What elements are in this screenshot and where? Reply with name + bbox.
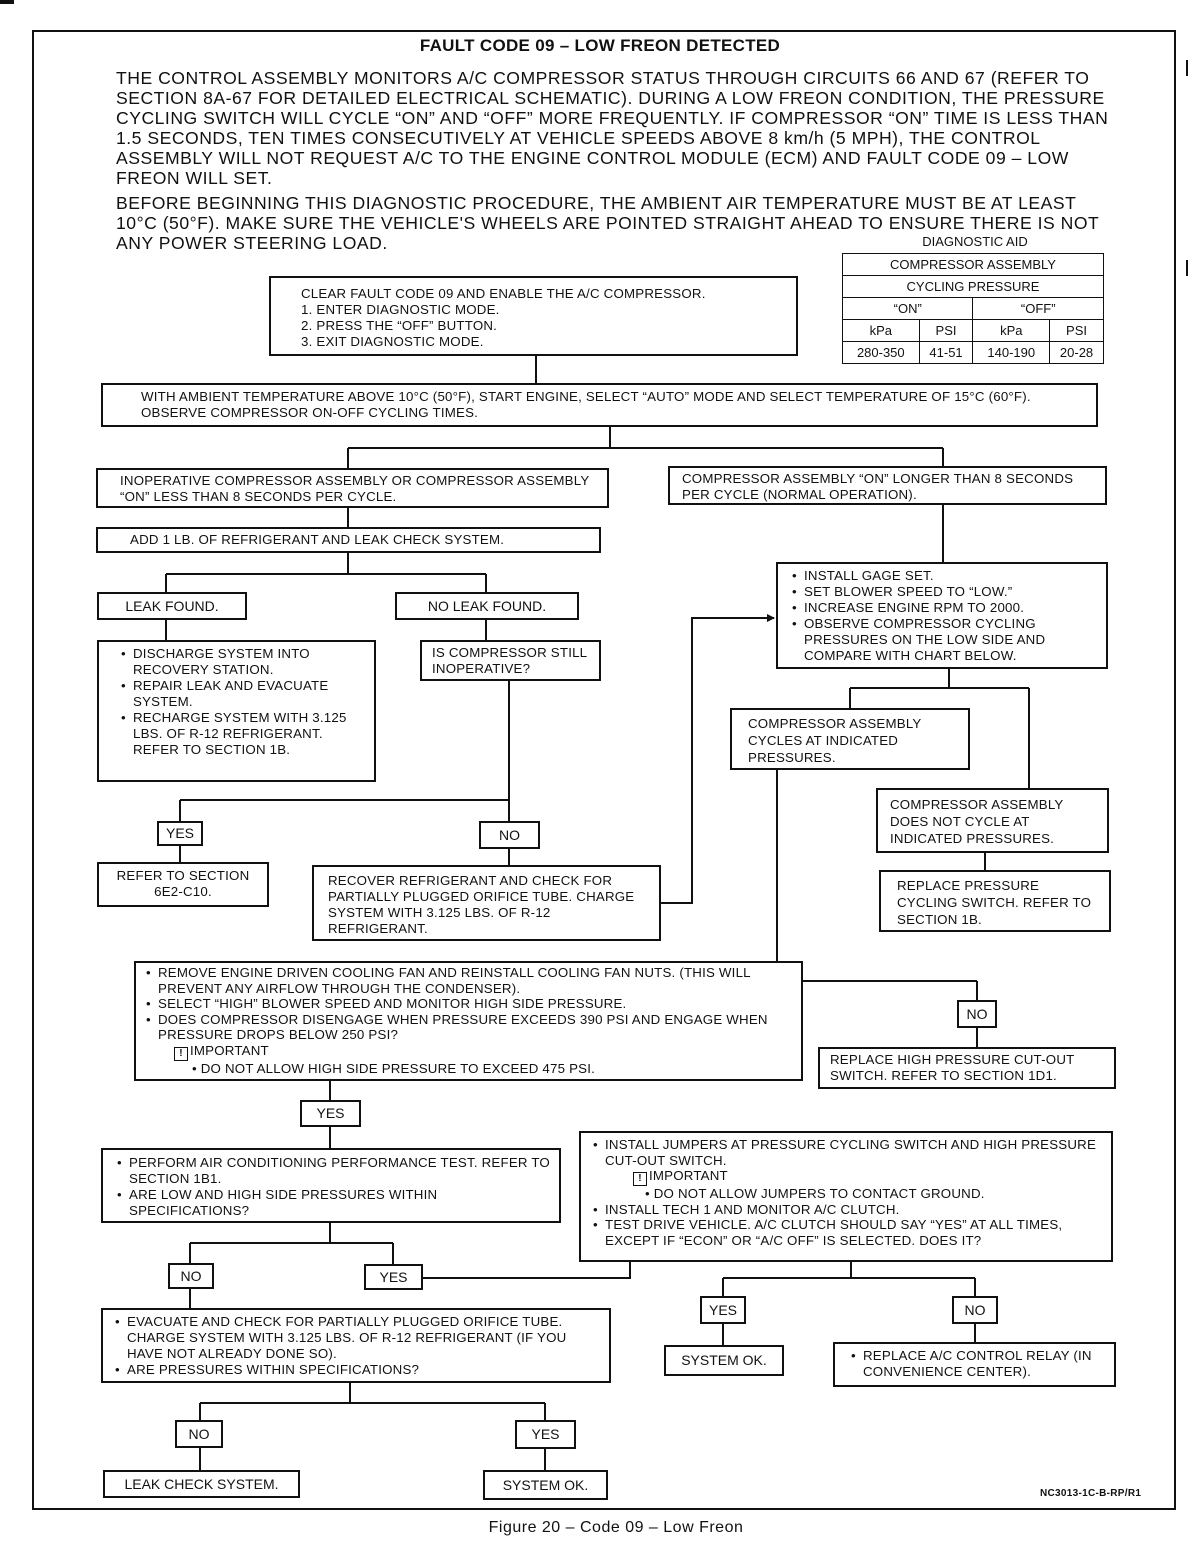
ambient-temperature-step bbox=[101, 383, 1098, 427]
no-label: NO bbox=[175, 1420, 223, 1448]
table-cell-value: 140-190 bbox=[973, 342, 1050, 364]
step-item: • ARE LOW AND HIGH SIDE PRESSURES WITHIN SPECIFICATIONS? bbox=[117, 1187, 551, 1219]
replace-cycling-switch-step bbox=[879, 870, 1111, 932]
yes-label: YES bbox=[515, 1420, 576, 1449]
important-text: DO NOT ALLOW JUMPERS TO CONTACT GROUND. bbox=[653, 1186, 985, 1201]
step-item: • INSTALL TECH 1 AND MONITOR A/C CLUTCH. bbox=[593, 1202, 1103, 1218]
normal-operation-step bbox=[668, 466, 1107, 505]
refer-section-result bbox=[97, 862, 269, 907]
step-text: IS COMPRESSOR STILL INOPERATIVE? bbox=[432, 645, 587, 676]
step-text: COMPRESSOR ASSEMBLY “ON” LONGER THAN 8 SECONDS PER CYCLE (NORMAL OPERATION). bbox=[682, 471, 1074, 502]
step-text: ADD 1 LB. OF REFRIGERANT AND LEAK CHECK SYSTEM. bbox=[130, 532, 505, 547]
step-item: • INSTALL JUMPERS AT PRESSURE CYCLING SWITCH AND HIGH PRESSURE CUT-OUT SWITCH. bbox=[593, 1137, 1103, 1168]
page-title: FAULT CODE 09 – LOW FREON DETECTED bbox=[419, 36, 781, 55]
does-not-cycle-result bbox=[876, 788, 1109, 853]
table-cell-value: 20-28 bbox=[1050, 342, 1104, 364]
yes-label: YES bbox=[700, 1296, 746, 1324]
recover-refrigerant-step bbox=[312, 865, 661, 941]
step-list bbox=[792, 568, 1098, 664]
discharge-system-step bbox=[97, 640, 376, 782]
step-item: • SET BLOWER SPEED TO “LOW.” bbox=[792, 584, 1098, 600]
install-gage-step bbox=[776, 562, 1108, 669]
step-item: • ARE PRESSURES WITHIN SPECIFICATIONS? bbox=[115, 1362, 601, 1378]
table-cell-unit: kPa bbox=[973, 320, 1050, 342]
performance-test-step bbox=[101, 1148, 561, 1223]
step-item: • RECHARGE SYSTEM WITH 3.125 LBS. OF R-12 REFRIGERANT. REFER TO SECTION 1B. bbox=[121, 710, 366, 758]
replace-cutout-switch-step bbox=[818, 1047, 1116, 1089]
step-item: • INSTALL GAGE SET. bbox=[792, 568, 1098, 584]
step-list bbox=[851, 1348, 1106, 1380]
no-label: NO bbox=[479, 821, 540, 849]
important-label: IMPORTANT bbox=[190, 1042, 269, 1058]
step-item: • REPLACE A/C CONTROL RELAY (IN CONVENIENCE CENTER). bbox=[851, 1348, 1106, 1380]
table-cell-unit: PSI bbox=[919, 320, 973, 342]
step-text: RECOVER REFRIGERANT AND CHECK FOR PARTIALLY PLUGGED ORIFICE TUBE. CHARGE SYSTEM WITH 3.125 LBS. OF R-12 REFRIGERANT. bbox=[328, 873, 635, 936]
yes-label: YES bbox=[157, 821, 203, 846]
step-text: 1. ENTER DIAGNOSTIC MODE. bbox=[301, 302, 500, 317]
important-icon: ! bbox=[633, 1172, 647, 1186]
intro-paragraph: BEFORE BEGINNING THIS DIAGNOSTIC PROCEDURE, THE AMBIENT AIR TEMPERATURE MUST BE AT LEAST 10°C (50°F). MAKE SURE THE VEHICLE'S WHEELS ARE POINTED STRAIGHT AHEAD TO ENSURE THERE IS NOT ANY POWER STEERING LOAD. bbox=[116, 193, 1099, 253]
step-list bbox=[117, 1155, 551, 1219]
important-text: DO NOT ALLOW HIGH SIDE PRESSURE TO EXCEED 475 PSI. bbox=[200, 1060, 595, 1076]
step-item: • INCREASE ENGINE RPM TO 2000. bbox=[792, 600, 1098, 616]
system-ok-result: SYSTEM OK. bbox=[483, 1470, 608, 1500]
table-header: CYCLING PRESSURE bbox=[843, 276, 1104, 298]
important-icon: ! bbox=[174, 1047, 188, 1061]
table-cell-value: 41-51 bbox=[919, 342, 973, 364]
table-cell-unit: PSI bbox=[1050, 320, 1104, 342]
leak-check-result: LEAK CHECK SYSTEM. bbox=[103, 1470, 300, 1498]
intro-paragraph: THE CONTROL ASSEMBLY MONITORS A/C COMPRESSOR STATUS THROUGH CIRCUITS 66 AND 67 (REFER TO SECTION 8A-67 FOR DETAILED ELECTRICAL SCHEMATIC). DURING A LOW FREON CONDITION, THE PRESSURE CYCLING SWITCH WILL CYCLE “ON” AND “OFF” MORE FREQUENTLY. IF COMPRESSOR “ON” TIME IS LESS THAN 1.5 SECONDS, TEN TIMES CONSECUTIVELY AT VEHICLE SPEEDS ABOVE 8 km/h (5 MPH), THE CONTROL ASSEMBLY WILL NOT REQUEST A/C TO THE ENGINE CONTROL MODULE (ECM) AND FAULT CODE 09 – LOW FREON WILL SET. bbox=[116, 68, 1109, 188]
no-label: NO bbox=[957, 1000, 997, 1028]
cycles-at-indicated-pressures bbox=[730, 708, 970, 770]
reference-code: NC3013-1C-B-RP/R1 bbox=[1040, 1488, 1142, 1499]
install-jumpers-step bbox=[579, 1131, 1113, 1262]
step-item: • DISCHARGE SYSTEM INTO RECOVERY STATION. bbox=[121, 646, 366, 678]
yes-label: YES bbox=[364, 1264, 423, 1290]
table-cell-value: 280-350 bbox=[843, 342, 920, 364]
step-text: 2. PRESS THE “OFF” BUTTON. bbox=[301, 318, 498, 333]
step-list bbox=[593, 1137, 1103, 1168]
important-item: • DO NOT ALLOW HIGH SIDE PRESSURE TO EXCEED 475 PSI. bbox=[192, 1060, 595, 1076]
step-item: • EVACUATE AND CHECK FOR PARTIALLY PLUGGED ORIFICE TUBE. CHARGE SYSTEM WITH 3.125 LBS. OF R-12 REFRIGERANT (IF YOU HAVE NOT ALREADY DONE SO). bbox=[115, 1314, 601, 1362]
no-label: NO bbox=[168, 1263, 214, 1289]
important-label: IMPORTANT bbox=[649, 1168, 728, 1183]
table-cell-unit: kPa bbox=[843, 320, 920, 342]
step-item: • OBSERVE COMPRESSOR CYCLING PRESSURES ON THE LOW SIDE AND COMPARE WITH CHART BELOW. bbox=[792, 616, 1098, 664]
diagnostic-aid-table bbox=[842, 253, 1104, 364]
step-item: • DOES COMPRESSOR DISENGAGE WHEN PRESSURE EXCEEDS 390 PSI AND ENGAGE WHEN PRESSURE DROPS BELOW 250 PSI? bbox=[146, 1012, 793, 1043]
clear-fault-step bbox=[269, 276, 798, 356]
inoperative-compressor-step bbox=[96, 468, 609, 508]
connector bbox=[423, 1261, 630, 1278]
system-ok-result: SYSTEM OK. bbox=[664, 1345, 784, 1376]
important-item: • DO NOT ALLOW JUMPERS TO CONTACT GROUND. bbox=[645, 1186, 985, 1201]
step-item: • TEST DRIVE VEHICLE. A/C CLUTCH SHOULD SAY “YES” AT ALL TIMES, EXCEPT IF “ECON” OR “A/C OFF” IS SELECTED. DOES IT? bbox=[593, 1217, 1103, 1248]
add-refrigerant-step bbox=[96, 527, 601, 553]
step-item: • SELECT “HIGH” BLOWER SPEED AND MONITOR HIGH SIDE PRESSURE. bbox=[146, 996, 793, 1012]
step-text: 3. EXIT DIAGNOSTIC MODE. bbox=[301, 334, 484, 349]
step-list bbox=[121, 646, 366, 758]
step-text: WITH AMBIENT TEMPERATURE ABOVE 10°C (50°F), START ENGINE, SELECT “AUTO” MODE AND SELECT TEMPERATURE OF 15°C (60°F). OBSERVE COMPRESSOR ON-OFF CYCLING TIMES. bbox=[141, 389, 1031, 420]
step-list bbox=[593, 1202, 1103, 1249]
leak-found-label: LEAK FOUND. bbox=[97, 592, 247, 620]
important-note bbox=[174, 1043, 793, 1077]
step-item: • REPAIR LEAK AND EVACUATE SYSTEM. bbox=[121, 678, 366, 710]
evacuate-check-step bbox=[101, 1308, 611, 1383]
figure-caption: Figure 20 – Code 09 – Low Freon bbox=[488, 1519, 744, 1536]
step-text: COMPRESSOR ASSEMBLY DOES NOT CYCLE AT INDICATED PRESSURES. bbox=[890, 797, 1064, 846]
step-text: CLEAR FAULT CODE 09 AND ENABLE THE A/C COMPRESSOR. bbox=[301, 286, 706, 301]
replace-relay-step bbox=[833, 1342, 1116, 1387]
step-text: REPLACE HIGH PRESSURE CUT-OUT SWITCH. REFER TO SECTION 1D1. bbox=[830, 1052, 1075, 1083]
step-item: • REMOVE ENGINE DRIVEN COOLING FAN AND REINSTALL COOLING FAN NUTS. (THIS WILL PREVENT ANY AIRFLOW THROUGH THE CONDENSER). bbox=[146, 965, 793, 996]
table-header-on: “ON” bbox=[843, 298, 973, 320]
step-item: • PERFORM AIR CONDITIONING PERFORMANCE TEST. REFER TO SECTION 1B1. bbox=[117, 1155, 551, 1187]
step-list bbox=[146, 965, 793, 1043]
step-text: REPLACE PRESSURE CYCLING SWITCH. REFER TO SECTION 1B. bbox=[897, 878, 1092, 927]
still-inoperative-question bbox=[420, 640, 601, 681]
remove-cooling-fan-step bbox=[134, 961, 803, 1081]
step-list bbox=[115, 1314, 601, 1378]
no-label: NO bbox=[952, 1296, 998, 1324]
diagnostic-aid-title: DIAGNOSTIC AID bbox=[922, 234, 1028, 249]
step-text: COMPRESSOR ASSEMBLY CYCLES AT INDICATED PRESSURES. bbox=[748, 716, 922, 765]
important-note bbox=[633, 1168, 1103, 1202]
step-text: INOPERATIVE COMPRESSOR ASSEMBLY OR COMPRESSOR ASSEMBLY “ON” LESS THAN 8 SECONDS PER CYCLE. bbox=[120, 473, 590, 504]
table-header-off: “OFF” bbox=[973, 298, 1104, 320]
table-header: COMPRESSOR ASSEMBLY bbox=[843, 254, 1104, 276]
step-text: REFER TO SECTION 6E2-C10. bbox=[116, 868, 250, 899]
yes-label: YES bbox=[300, 1100, 361, 1127]
no-leak-found-label: NO LEAK FOUND. bbox=[395, 592, 579, 620]
